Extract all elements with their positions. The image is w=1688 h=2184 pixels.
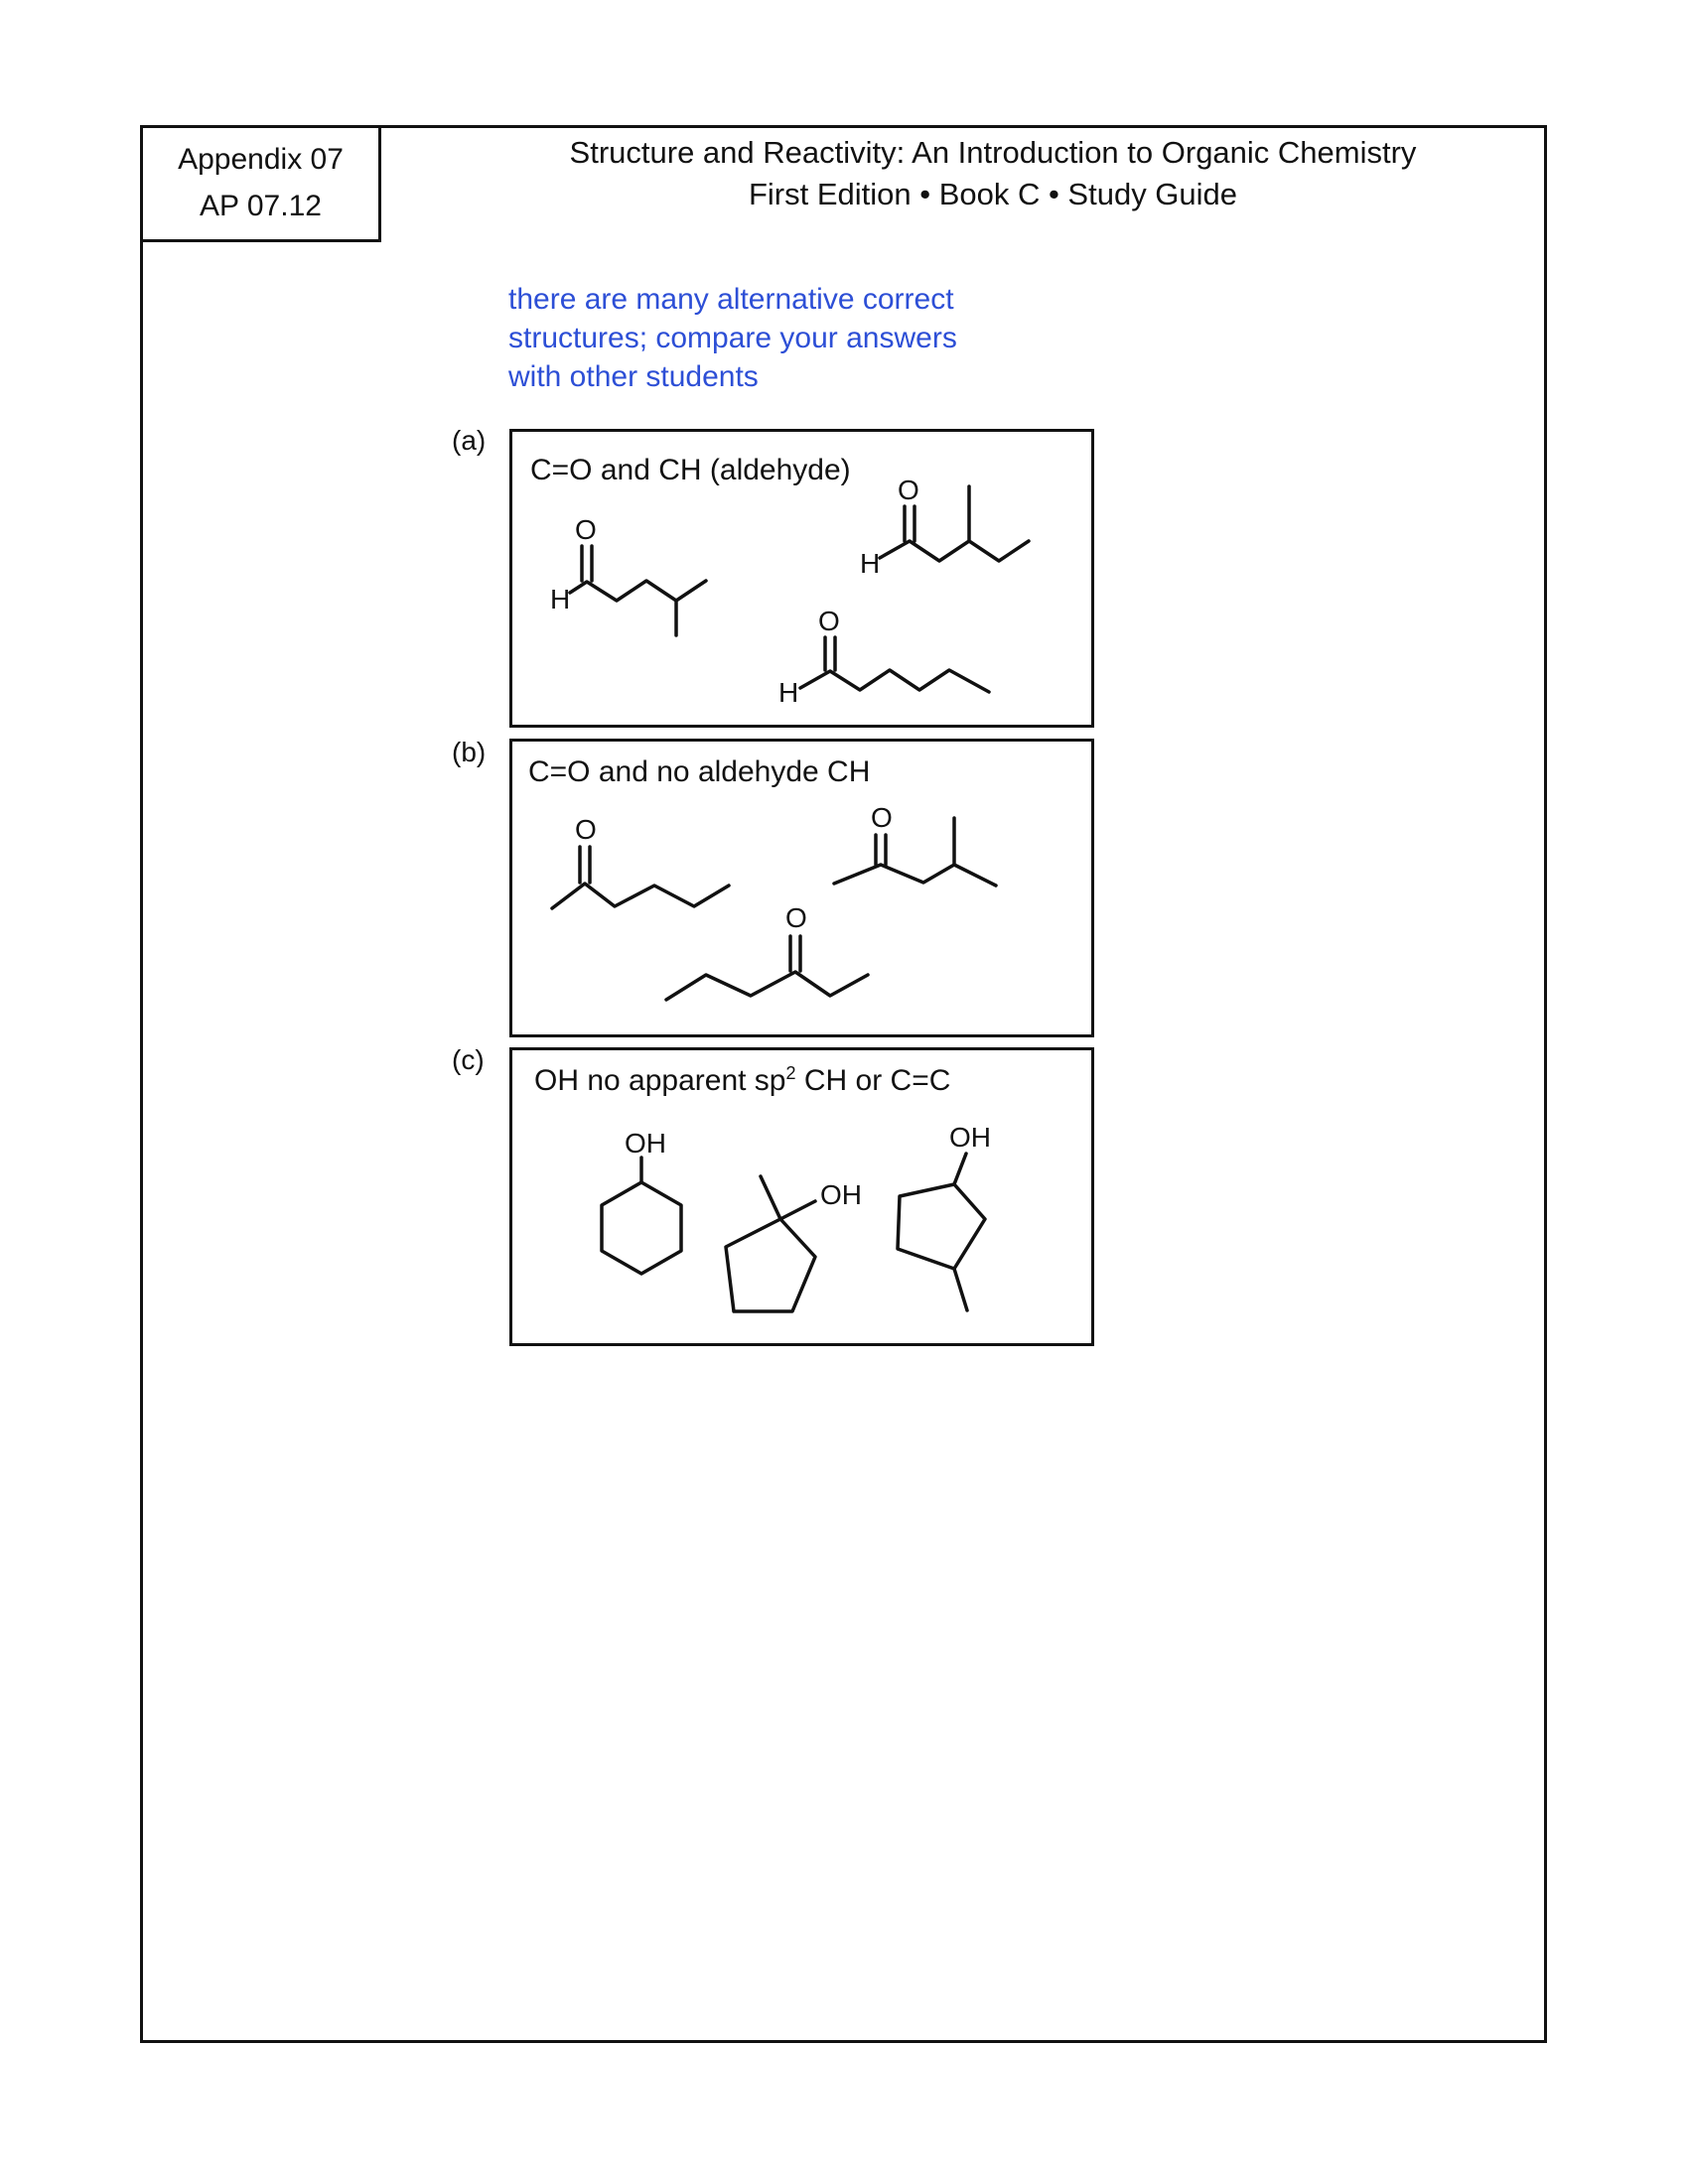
hydroxyl-group: OH: [625, 1128, 666, 1159]
alcohol-structure-1: [602, 1128, 681, 1274]
alcohol-structure-3: [898, 1122, 991, 1310]
part-c-title-superscript: 2: [785, 1063, 796, 1083]
part-c-label: (c): [452, 1044, 485, 1075]
ketone-structure-2: [834, 802, 996, 886]
part-a-title: C=O and CH (aldehyde): [530, 454, 851, 486]
hydrogen-atom: H: [860, 548, 881, 579]
oxygen-atom: O: [871, 802, 893, 833]
hydrogen-atom: H: [778, 677, 799, 708]
aldehyde-structure-2: [860, 475, 1029, 579]
part-c-title-main: OH no apparent sp: [534, 1064, 786, 1097]
alcohol-structures: [512, 1050, 1097, 1349]
note-line-2: structures; compare your answers: [508, 322, 957, 354]
part-c-panel: [509, 1047, 1094, 1346]
oxygen-atom: O: [575, 514, 597, 545]
hydroxyl-group: OH: [820, 1179, 862, 1210]
aldehyde-structure-1: [550, 514, 706, 635]
book-title: Structure and Reactivity: An Introduction to Organic Chemistry: [569, 135, 1417, 170]
aldehyde-structures: [512, 432, 1097, 731]
oxygen-atom: O: [818, 606, 840, 636]
hydroxyl-group: OH: [949, 1122, 991, 1153]
instructor-note: [508, 280, 1064, 396]
ketone-structure-1: [552, 814, 729, 908]
note-line-3: with other students: [508, 360, 759, 393]
oxygen-atom: O: [898, 475, 919, 505]
appendix-page-code: AP 07.12: [200, 190, 322, 222]
part-c-title-end: CH or C=C: [795, 1064, 951, 1097]
book-header: [397, 132, 1589, 215]
appendix-number: Appendix 07: [178, 143, 344, 176]
book-edition: First Edition • Book C • Study Guide: [748, 177, 1238, 211]
oxygen-atom: O: [785, 902, 807, 933]
oxygen-atom: O: [575, 814, 597, 845]
part-b-label: (b): [452, 737, 487, 767]
ketone-structures: [512, 742, 1097, 1040]
appendix-box: [140, 125, 381, 242]
hydrogen-atom: H: [550, 584, 571, 614]
part-a-label: (a): [452, 425, 487, 456]
note-line-1: there are many alternative correct: [508, 283, 954, 316]
alcohol-structure-2: [726, 1176, 862, 1311]
aldehyde-structure-3: [778, 606, 989, 708]
part-b-panel: [509, 739, 1094, 1037]
part-b-title: C=O and no aldehyde CH: [528, 755, 871, 788]
part-a-panel: [509, 429, 1094, 728]
ketone-structure-3: [666, 902, 868, 1000]
